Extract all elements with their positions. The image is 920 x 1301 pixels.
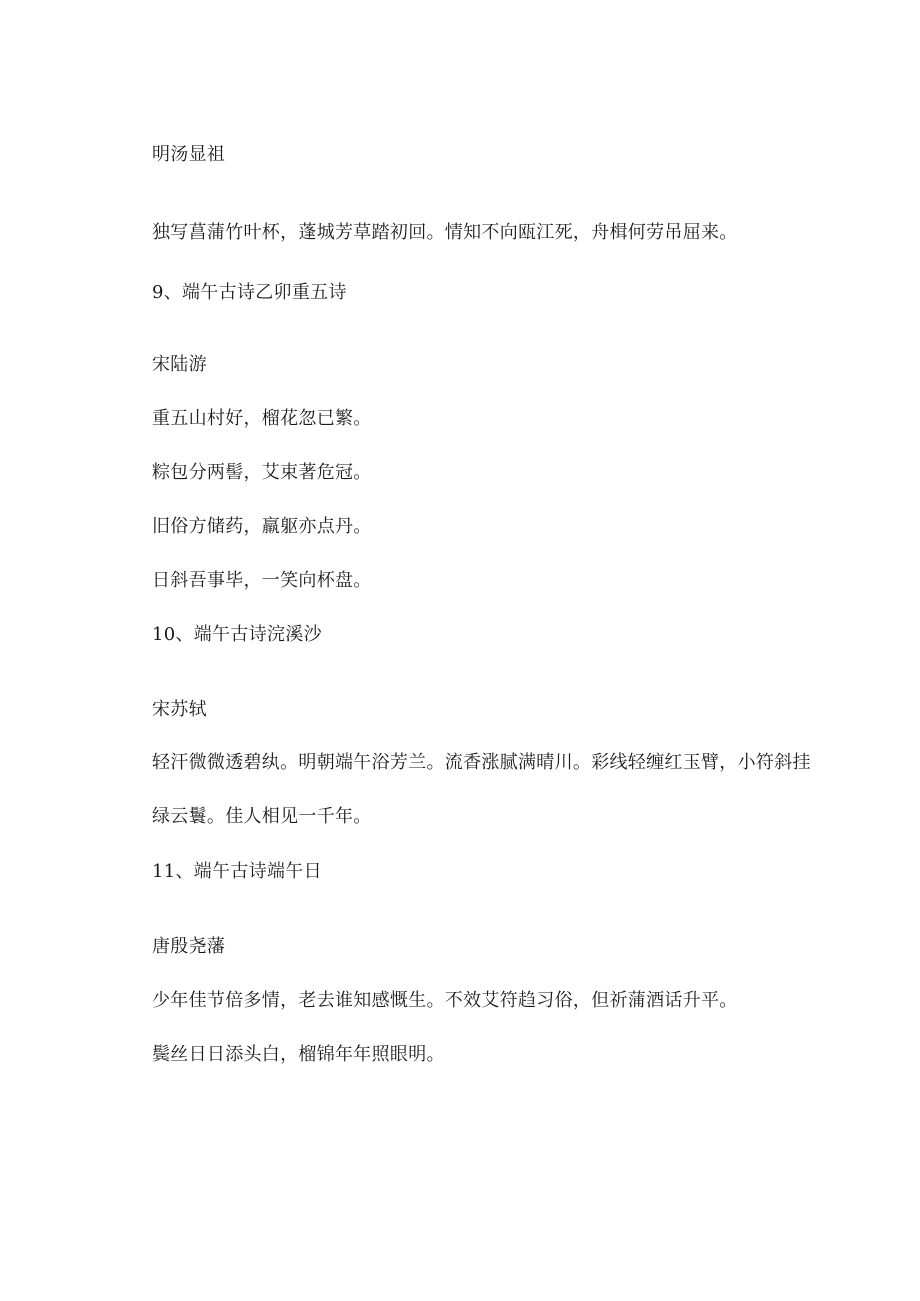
section-heading: 9、端午古诗乙卯重五诗 <box>152 282 347 303</box>
poem-line: 重五山村好，榴花忽已繁。 <box>152 408 372 429</box>
poem-author: 明汤显祖 <box>152 144 226 165</box>
poem-line: 轻汗微微透碧纨。明朝端午浴芳兰。流香涨腻满晴川。彩线轻缠红玉臂，小符斜挂 <box>152 752 811 773</box>
poem-line: 日斜吾事毕，一笑向杯盘。 <box>152 570 372 591</box>
poem-line: 粽包分两髻，艾束著危冠。 <box>152 462 372 483</box>
poem-author: 宋苏轼 <box>152 699 207 720</box>
poem-line: 绿云鬟。佳人相见一千年。 <box>152 806 372 827</box>
section-heading: 10、端午古诗浣溪沙 <box>152 624 322 645</box>
poem-line: 少年佳节倍多情，老去谁知感慨生。不效艾符趋习俗，但祈蒲酒话升平。 <box>152 990 738 1011</box>
poem-line: 旧俗方储药，羸躯亦点丹。 <box>152 516 372 537</box>
poem-author: 唐殷尧藩 <box>152 936 226 957</box>
poem-author: 宋陆游 <box>152 354 207 375</box>
poem-line: 独写菖蒲竹叶杯，蓬城芳草踏初回。情知不向瓯江死，舟楫何劳吊屈来。 <box>152 222 738 243</box>
poem-line: 鬓丝日日添头白，榴锦年年照眼明。 <box>152 1044 445 1065</box>
section-heading: 11、端午古诗端午日 <box>152 861 322 882</box>
